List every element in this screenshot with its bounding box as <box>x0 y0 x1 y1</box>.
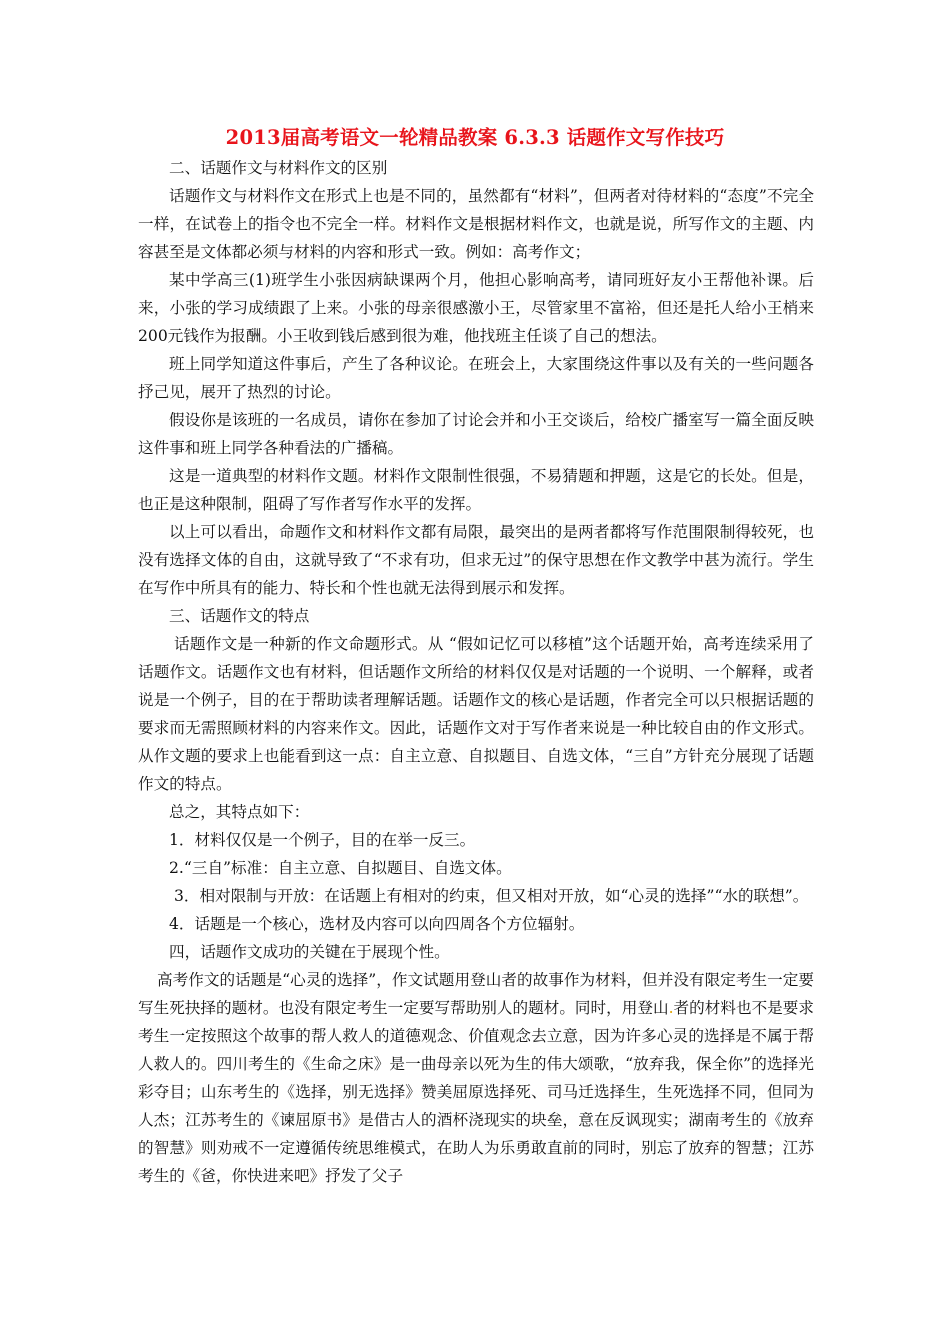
paragraph: 某中学高三(1)班学生小张因病缺课两个月，他担心影响高考，请同班好友小王帮他补课。后来，小张的学习成绩跟了上来。小张的母亲很感激小王，尽管家里不富裕，但还是托人给小王梢来200元钱作为报酬。小王收到钱后感到很为难，他找班主任谈了自己的想法。 <box>138 271 814 345</box>
heading-key: 四，话题作文成功的关键在于展现个性。 <box>169 943 450 961</box>
list-item: 3．相对限制与开放：在话题上有相对的约束，但又相对开放，如“心灵的选择”“水的联想”。 <box>174 887 809 905</box>
paragraph: 以上可以看出，命题作文和材料作文都有局限，最突出的是两者都将写作范围限制得较死，也没有选择文体的自由，这就导致了“不求有功，但求无过”的保守思想在作文教学中甚为流行。学生在写作中所具有的能力、特长和个性也就无法得到展示和发挥。 <box>138 523 814 597</box>
list-item: 2.“三自”标准：自主立意、自拟题目、自选文体。 <box>169 859 512 877</box>
paragraph: 这是一道典型的材料作文题。材料作文限制性很强，不易猜题和押题，这是它的长处。但是，也正是这种限制，阻碍了写作者写作水平的发挥。 <box>138 467 814 513</box>
document-body <box>138 154 814 1190</box>
list-item: 1．材料仅仅是一个例子，目的在举一反三。 <box>169 831 476 849</box>
paragraph-text: 者的材料也不是要求考生一定按照这个故事的帮人救人的道德观念、价值观念去立意，因为许多心灵的选择是不属于帮人救人的。四川考生的《生命之床》是一曲母亲以死为生的伟大颂歌，“放弃我，保全你”的选择光彩夺目；山东考生的《选择，别无选择》赞美屈原选择死、司马迁选择生，生死选择不同，但同为人杰；江苏考生的《谏屈原书》是借古人的酒杯浇现实的块垒，意在反讽现实；湖南考生的《放弃的智慧》则劝戒不一定遵循传统思维模式，在助人为乐勇敢直前的同时，别忘了放弃的智慧；江苏考生的《爸，你快进来吧》抒发了父子 <box>138 999 814 1185</box>
paragraph: 话题作文与材料作文在形式上也是不同的，虽然都有“材料”，但两者对待材料的“态度”不完全一样，在试卷上的指令也不完全一样。材料作文是根据材料作文，也就是说，所写作文的主题、内容甚至是文体都必须与材料的内容和形式一致。例如：高考作文； <box>138 187 814 261</box>
list-item: 4．话题是一个核心，选材及内容可以向四周各个方位辐射。 <box>169 915 585 933</box>
heading-features: 三、话题作文的特点 <box>169 607 310 625</box>
paragraph-last <box>138 966 814 1190</box>
paragraph-text: 高考作文的话题是“心灵的选择”，作文试题用登山者的故事作为材料，但并没有限定考生一定要写生死抉择的题材。也没有限定考生一定要写帮助别人的题材。同时，用登山 <box>138 971 814 1017</box>
paragraph: 假设你是该班的一名成员，请你在参加了讨论会并和小王交谈后，给校广播室写一篇全面反映这件事和班上同学各种看法的广播稿。 <box>138 411 814 457</box>
document-title: 2013届高考语文一轮精品教案 6.3.3 话题作文写作技巧 <box>225 126 725 149</box>
paragraph: 总之，其特点如下： <box>169 803 310 821</box>
paragraph: 话题作文是一种新的作文命题形式。从 “假如记忆可以移植”这个话题开始，高考连续采用了话题作文。话题作文也有材料，但话题作文所给的材料仅仅是对话题的一个说明、一个解释，或者说是一个例子，目的在于帮助读者理解话题。话题作文的核心是话题，作者完全可以只根据话题的要求而无需照顾材料的内容来作文。因此，话题作文对于写作者来说是一种比较自由的作文形式。从作文题的要求上也能看到这一点：自主立意、自拟题目、自选文体，“三自”方针充分展现了话题作文的特点。 <box>138 635 814 793</box>
paragraph: 班上同学知道这件事后，产生了各种议论。在班会上，大家围绕这件事以及有关的一些问题各抒己见，展开了热烈的讨论。 <box>138 355 814 401</box>
stray-mark: . <box>668 999 674 1017</box>
heading-difference: 二、话题作文与材料作文的区别 <box>169 159 388 177</box>
